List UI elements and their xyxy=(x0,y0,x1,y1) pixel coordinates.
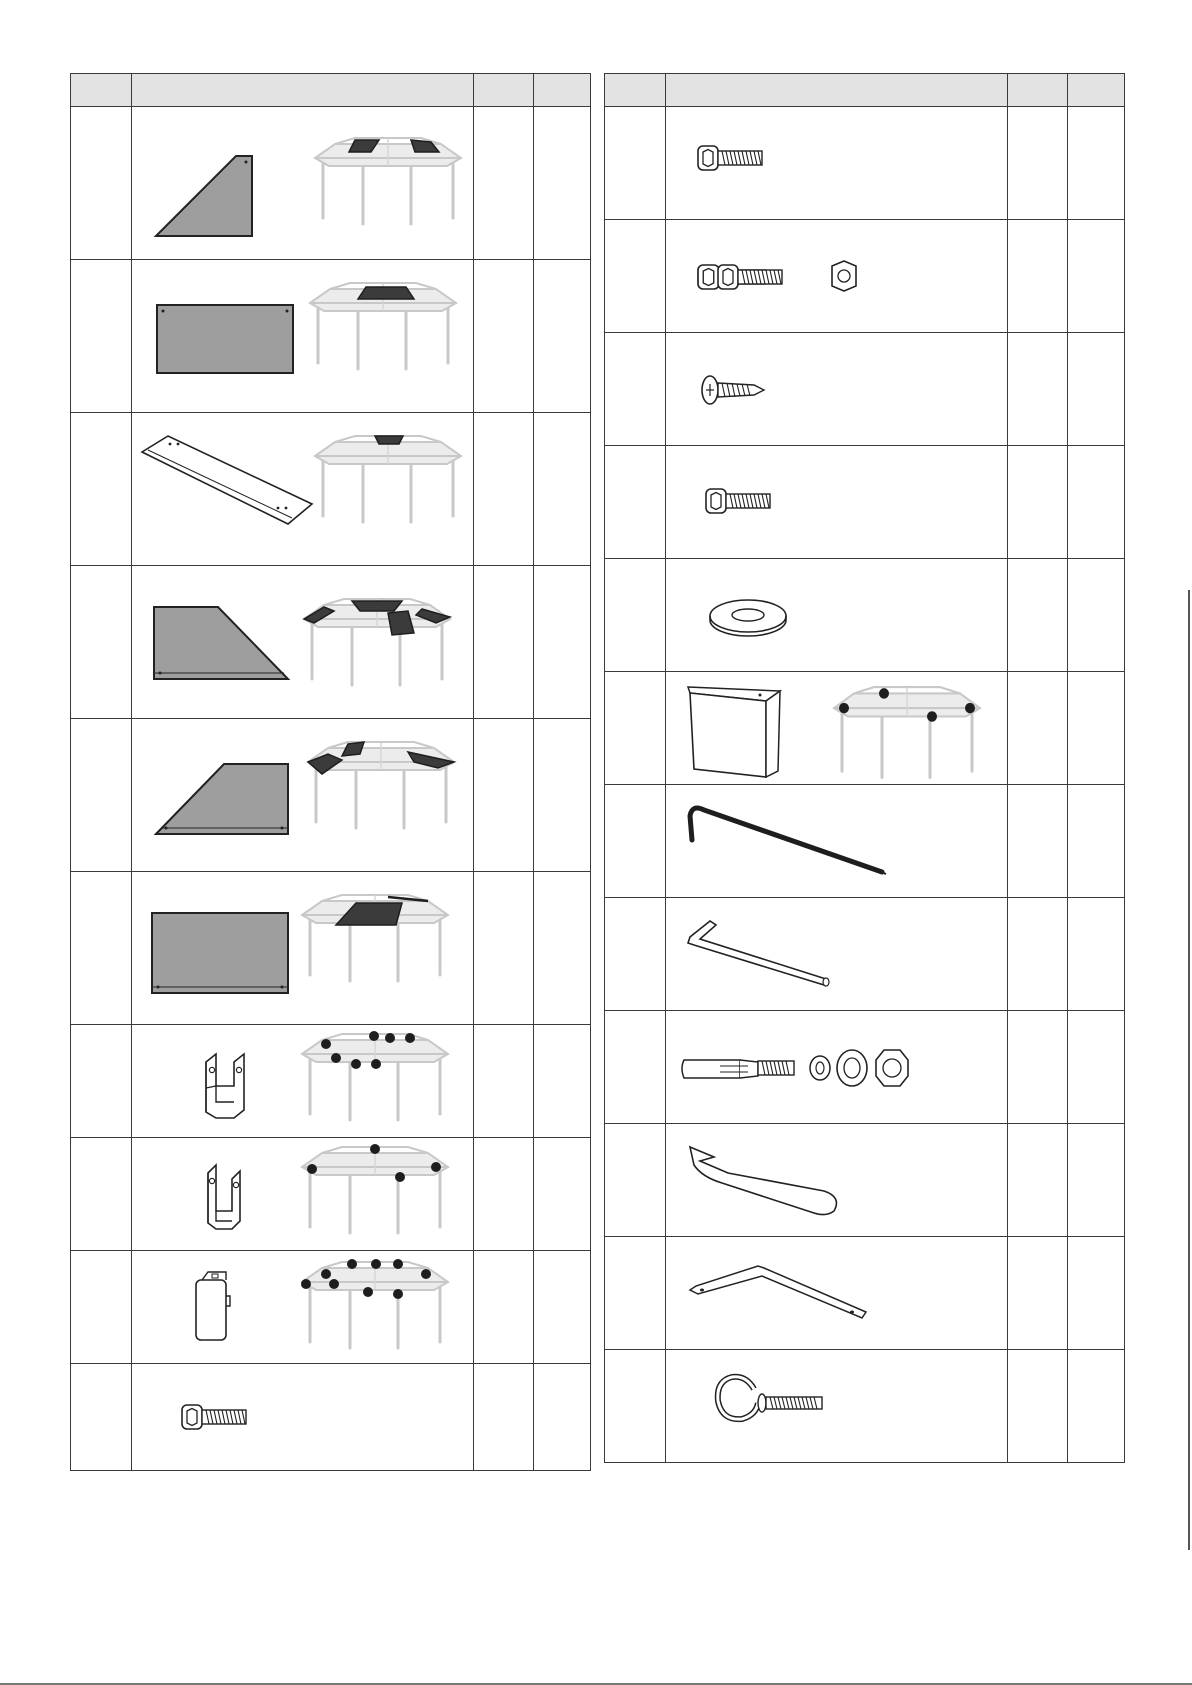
table-row xyxy=(71,1025,591,1138)
part-cell xyxy=(605,333,666,446)
top-rail-bar-icon xyxy=(132,414,470,564)
table-row xyxy=(605,785,1125,898)
anchor-bolt-set-icon xyxy=(666,1012,1004,1122)
extra-cell xyxy=(1067,559,1124,672)
description-cell xyxy=(666,1237,1008,1350)
description-cell xyxy=(132,566,474,719)
description-cell xyxy=(132,1364,474,1471)
table-row xyxy=(605,107,1125,220)
part-cell xyxy=(71,107,132,260)
qty-cell xyxy=(473,1364,533,1471)
table-row xyxy=(71,872,591,1025)
angle-strap-icon xyxy=(666,1238,1004,1348)
description-cell xyxy=(132,719,474,872)
description-cell xyxy=(666,446,1008,559)
table-row xyxy=(605,1011,1125,1124)
qty-cell xyxy=(473,1251,533,1364)
extra-cell xyxy=(533,1138,590,1251)
description-cell xyxy=(666,898,1008,1011)
parts-table-right xyxy=(604,73,1125,1463)
part-cell xyxy=(71,413,132,566)
description-cell xyxy=(132,1025,474,1138)
description-cell xyxy=(666,333,1008,446)
part-cell xyxy=(71,719,132,872)
flat-washer-icon xyxy=(666,560,1004,670)
part-cell xyxy=(605,1350,666,1463)
part-cell xyxy=(605,220,666,333)
table-row xyxy=(605,898,1125,1011)
qty-cell xyxy=(473,413,533,566)
extra-cell xyxy=(533,872,590,1025)
description-cell xyxy=(666,672,1008,785)
parts-table-left xyxy=(70,73,591,1471)
qty-cell xyxy=(473,719,533,872)
extra-cell xyxy=(533,1364,590,1471)
h-bracket-icon xyxy=(132,1026,470,1136)
allen-key-icon xyxy=(666,899,1004,1009)
u-bracket-icon xyxy=(132,1139,470,1249)
extra-cell xyxy=(1067,898,1124,1011)
table-row xyxy=(605,1350,1125,1463)
rectangular-top-panel-icon xyxy=(132,261,470,411)
header-qty xyxy=(473,74,533,107)
qty-cell xyxy=(1007,220,1067,333)
description-cell xyxy=(666,107,1008,220)
qty-cell xyxy=(1007,672,1067,785)
hex-socket-bolt-short-icon xyxy=(666,108,1004,218)
header-description xyxy=(132,74,474,107)
table-row xyxy=(605,1237,1125,1350)
part-cell xyxy=(71,872,132,1025)
extra-cell xyxy=(533,719,590,872)
table-row xyxy=(71,1138,591,1251)
part-cell xyxy=(605,107,666,220)
table-row xyxy=(605,1124,1125,1237)
part-cell xyxy=(71,566,132,719)
part-cell xyxy=(605,672,666,785)
extra-cell xyxy=(1067,785,1124,898)
part-cell xyxy=(71,1364,132,1471)
description-cell xyxy=(132,1138,474,1251)
part-cell xyxy=(605,1237,666,1350)
qty-cell xyxy=(1007,1350,1067,1463)
description-cell xyxy=(132,413,474,566)
table-row xyxy=(605,220,1125,333)
extra-cell xyxy=(1067,1011,1124,1124)
triangle-side-panel-icon xyxy=(132,720,470,870)
extra-cell xyxy=(533,413,590,566)
qty-cell xyxy=(1007,1011,1067,1124)
part-cell xyxy=(71,1251,132,1364)
qty-cell xyxy=(473,566,533,719)
ground-stake-icon xyxy=(666,786,1004,896)
description-cell xyxy=(666,785,1008,898)
qty-cell xyxy=(1007,1124,1067,1237)
part-cell xyxy=(605,1124,666,1237)
phillips-screw-icon xyxy=(666,334,1004,444)
header-extra xyxy=(1067,74,1124,107)
description-cell xyxy=(666,1011,1008,1124)
table-row xyxy=(605,559,1125,672)
qty-cell xyxy=(1007,1237,1067,1350)
header-row xyxy=(605,74,1125,107)
hex-socket-bolt-icon xyxy=(132,1365,470,1469)
hex-socket-bolt-icon xyxy=(666,447,1004,557)
rectangular-panel-icon xyxy=(132,873,470,1023)
qty-cell xyxy=(1007,785,1067,898)
part-cell xyxy=(71,1138,132,1251)
extra-cell xyxy=(533,260,590,413)
description-cell xyxy=(666,559,1008,672)
extra-cell xyxy=(533,1025,590,1138)
table-row xyxy=(71,1251,591,1364)
extra-cell xyxy=(1067,1237,1124,1350)
description-cell xyxy=(132,260,474,413)
description-cell xyxy=(666,1124,1008,1237)
part-cell xyxy=(71,260,132,413)
description-cell xyxy=(132,872,474,1025)
part-cell xyxy=(605,446,666,559)
triangle-roof-panel-icon xyxy=(132,108,470,258)
corner-cap-icon xyxy=(666,673,1004,783)
qty-cell xyxy=(473,260,533,413)
description-cell xyxy=(666,1350,1008,1463)
header-part xyxy=(605,74,666,107)
page-side-rule xyxy=(1188,590,1190,1550)
table-row xyxy=(71,1364,591,1471)
header-extra xyxy=(533,74,590,107)
description-cell xyxy=(132,1251,474,1364)
part-cell xyxy=(605,559,666,672)
qty-cell xyxy=(1007,107,1067,220)
extra-cell xyxy=(1067,107,1124,220)
header-qty xyxy=(1007,74,1067,107)
long-bolt-and-nut-icon xyxy=(666,221,1004,331)
header-part xyxy=(71,74,132,107)
extra-cell xyxy=(1067,220,1124,333)
extra-cell xyxy=(1067,333,1124,446)
trapezoid-side-panel-icon xyxy=(132,567,470,717)
table-row xyxy=(71,566,591,719)
table-row xyxy=(605,672,1125,785)
qty-cell xyxy=(473,1025,533,1138)
header-row xyxy=(71,74,591,107)
part-cell xyxy=(605,1011,666,1124)
description-cell xyxy=(666,220,1008,333)
clip-connector-icon xyxy=(132,1252,470,1362)
screw-hook-icon xyxy=(666,1351,1004,1461)
extra-cell xyxy=(1067,1124,1124,1237)
extra-cell xyxy=(1067,672,1124,785)
header-description xyxy=(666,74,1008,107)
qty-cell xyxy=(1007,446,1067,559)
qty-cell xyxy=(1007,559,1067,672)
extra-cell xyxy=(533,107,590,260)
qty-cell xyxy=(1007,898,1067,1011)
qty-cell xyxy=(473,107,533,260)
extra-cell xyxy=(533,1251,590,1364)
table-row xyxy=(71,719,591,872)
table-row xyxy=(71,413,591,566)
extra-cell xyxy=(1067,1350,1124,1463)
part-cell xyxy=(605,898,666,1011)
table-row xyxy=(605,333,1125,446)
table-row xyxy=(71,107,591,260)
table-row xyxy=(71,260,591,413)
table-row xyxy=(605,446,1125,559)
extra-cell xyxy=(1067,446,1124,559)
part-cell xyxy=(71,1025,132,1138)
extra-cell xyxy=(533,566,590,719)
description-cell xyxy=(132,107,474,260)
wrench-icon xyxy=(666,1125,1004,1235)
part-cell xyxy=(605,785,666,898)
qty-cell xyxy=(473,1138,533,1251)
qty-cell xyxy=(1007,333,1067,446)
qty-cell xyxy=(473,872,533,1025)
